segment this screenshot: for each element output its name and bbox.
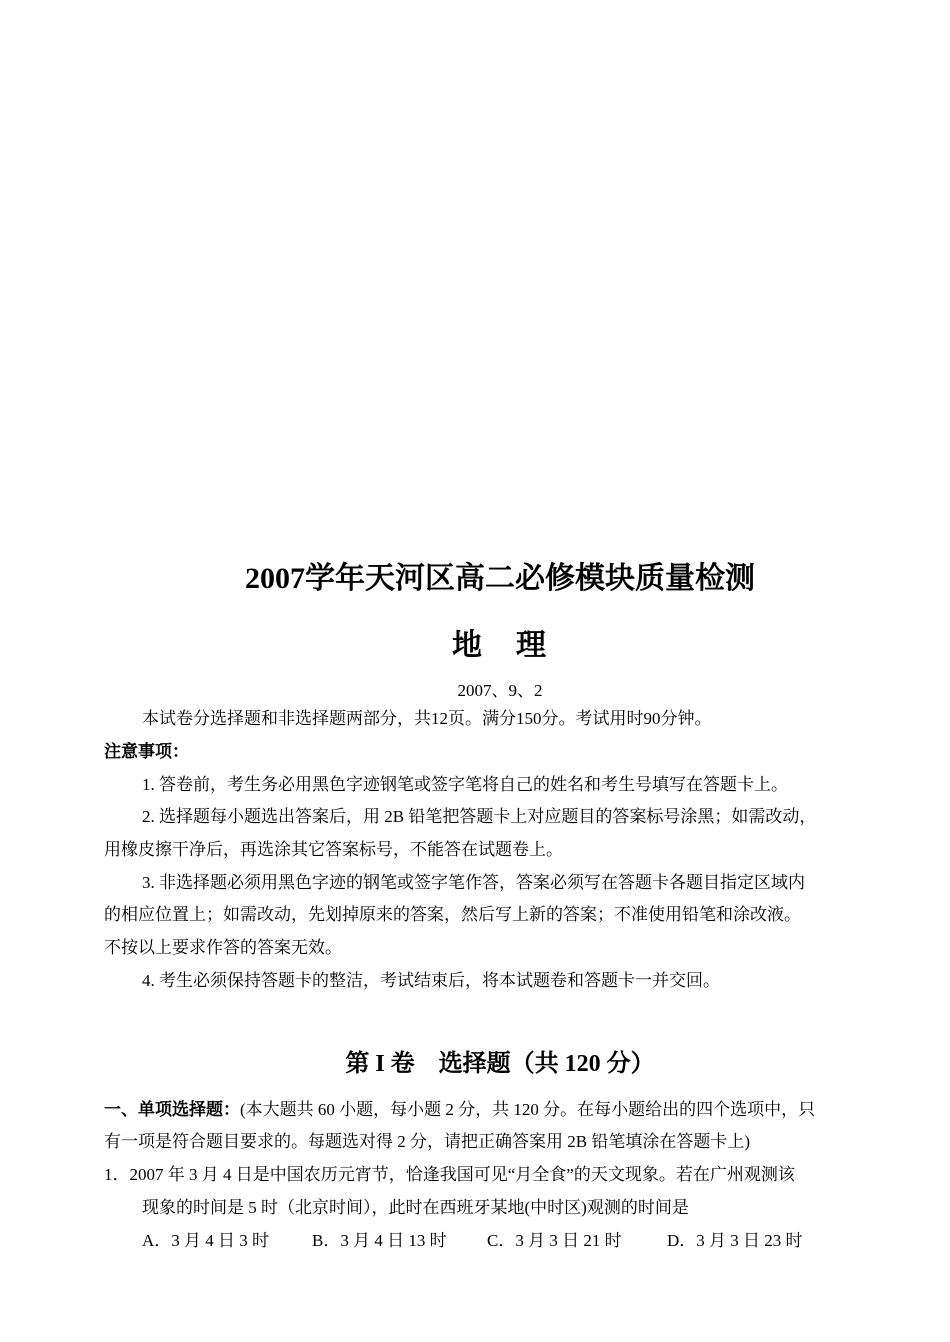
option-b: B．3 月 4 日 13 时 — [312, 1231, 447, 1250]
notice-line-1: 1. 答卷前，考生务必用黑色字迹钢笔或签字笔将自己的姓名和考生号填写在答题卡上。 — [142, 775, 788, 794]
page-title: 2007学年天河区高二必修模块质量检测 — [245, 562, 755, 595]
notice-heading: 注意事项： — [104, 742, 189, 761]
notice-line-4: 4. 考生必须保持答题卡的整洁，考试结束后，将本试题卷和答题卡一并交回。 — [142, 971, 720, 990]
notice-line-2: 2. 选择题每小题选出答案后，用 2B 铅笔把答题卡上对应题目的答案标号涂黑；如需改动， — [142, 807, 817, 826]
question-1-stem-cont: 现象的时间是 5 时（北京时间），此时在西班牙某地(中时区)观测的时间是 — [142, 1198, 689, 1217]
intro-text: 本试卷分选择题和非选择题两部分，共12页。满分150分。考试用时90分钟。 — [142, 709, 712, 728]
option-d: D．3 月 3 日 23 时 — [667, 1231, 803, 1250]
notice-line-3-end: 不按以上要求作答的答案无效。 — [104, 938, 342, 957]
part-heading: 一、单项选择题： — [104, 1100, 240, 1119]
question-1-options — [142, 1229, 803, 1253]
part-desc-2: 有一项是符合题目要求的。每题选对得 2 分，请把正确答案用 2B 铅笔填涂在答题卡上) — [104, 1132, 750, 1151]
part-desc-1: (本大题共 60 小题，每小题 2 分，共 120 分。在每小题给出的四个选项中，只 — [240, 1100, 816, 1119]
subject-title: 地 理 — [452, 629, 548, 662]
notice-line-2-cont: 用橡皮擦干净后，再选涂其它答案标号，不能答在试题卷上。 — [104, 840, 563, 859]
section-title: 第 I 卷 选择题（共 120 分） — [345, 1051, 655, 1077]
part-description — [104, 1098, 815, 1122]
option-a: A．3 月 4 日 3 时 — [142, 1231, 270, 1250]
notice-line-3: 3. 非选择题必须用黑色字迹的钢笔或签字笔作答，答案必须写在答题卡各题目指定区域内 — [142, 873, 805, 892]
exam-date: 2007、9、2 — [457, 681, 543, 700]
question-1-stem: 1．2007 年 3 月 4 日是中国农历元宵节，恰逢我国可见“月全食”的天文现象。若在广州观测该 — [104, 1165, 795, 1184]
notice-line-3-cont: 的相应位置上；如需改动，先划掉原来的答案，然后写上新的答案；不准使用铅笔和涂改液。 — [104, 905, 801, 924]
option-c: C．3 月 3 日 21 时 — [487, 1231, 622, 1250]
